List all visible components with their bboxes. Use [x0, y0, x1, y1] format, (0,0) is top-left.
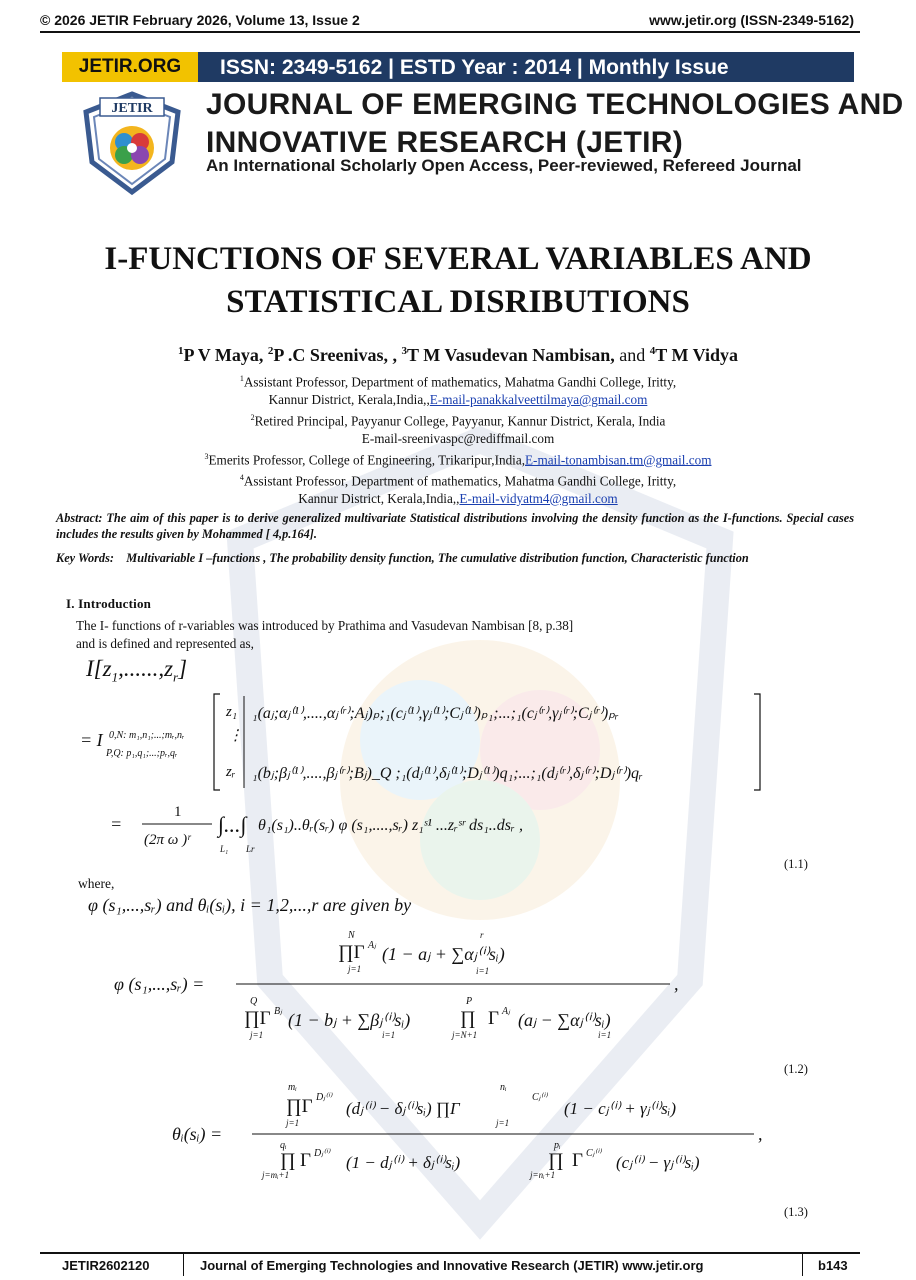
eq-i-lhs: $I[z_1,......,z_r]$	[86, 656, 188, 685]
where-label: where,	[78, 876, 115, 891]
section-heading: I. Introduction	[66, 596, 152, 611]
author-2: P .C Sreenivas, ,	[273, 345, 398, 365]
title-line1: I-FUNCTIONS OF SEVERAL VARIABLES AND	[104, 241, 812, 277]
footer-rule	[40, 1252, 860, 1254]
affil-mark-4: 4	[239, 472, 244, 482]
svg-text:Cⱼ⁽ⁱ⁾: Cⱼ⁽ⁱ⁾	[586, 1148, 602, 1159]
intro-paragraph	[76, 617, 856, 653]
svg-text:Dⱼ⁽ⁱ⁾: Dⱼ⁽ⁱ⁾	[314, 1148, 330, 1159]
svg-text:∫...∫: ∫...∫	[218, 812, 247, 837]
footer-page-number: b143	[818, 1258, 848, 1273]
svg-text:∏: ∏	[548, 1150, 564, 1171]
svg-text:pᵢ: pᵢ	[554, 1140, 561, 1151]
affil-line-2: Kannur District, Kerala,India,,	[268, 392, 430, 408]
affil-line-5: Emerits Professor, College of Engineering, Trikaripur,India,	[208, 451, 525, 467]
svg-text:i=1: i=1	[476, 966, 490, 976]
keywords-text: Multivariable I –functions , The probability density function, The cumulative distribution function, Characteristic function	[126, 551, 749, 565]
svg-text:₁(bⱼ;βⱼ⁽¹⁾,....,βⱼ⁽ʳ⁾;Bⱼ)_Q ;₁: ₁(bⱼ;βⱼ⁽¹⁾,....,βⱼ⁽ʳ⁾;Bⱼ)_Q ;₁(dⱼ⁽¹⁾,δⱼ⁽¹⁾;Dⱼ⁽¹⁾)q₁;...;₁(dⱼ⁽ʳ⁾,δⱼ⁽ʳ⁾;Dⱼ⁽ʳ⁾)qᵣ	[252, 765, 643, 782]
keywords	[56, 550, 854, 566]
svg-text:z₁: z₁	[226, 704, 238, 720]
affil-line-3: Retired Principal, Payyanur College, Payyanur, Kannur District, Kerala, India	[254, 413, 666, 429]
svg-text:j=N+1: j=N+1	[452, 1030, 478, 1040]
svg-text:Γ: Γ	[488, 1008, 499, 1029]
author-3: T M Vasudevan Nambisan,	[407, 345, 615, 365]
svg-text:j=1: j=1	[250, 1030, 264, 1040]
svg-text:(1 − dⱼ⁽ⁱ⁾ + δⱼ⁽ⁱ⁾sᵢ): (1 − dⱼ⁽ⁱ⁾ + δⱼ⁽ⁱ⁾sᵢ)	[346, 1153, 461, 1172]
author-1: P V Maya,	[183, 345, 264, 365]
svg-text:(1 − cⱼ⁽ⁱ⁾ + γⱼ⁽ⁱ⁾sᵢ): (1 − cⱼ⁽ⁱ⁾ + γⱼ⁽ⁱ⁾sᵢ)	[564, 1099, 677, 1118]
svg-text:Γ: Γ	[300, 1150, 311, 1171]
svg-text:⋮: ⋮	[228, 728, 243, 744]
svg-text:(2π ω )ʳ: (2π ω )ʳ	[144, 832, 191, 848]
intro-line-2: and is defined and represented as,	[76, 636, 254, 651]
equation-number-2: (1.2)	[784, 1062, 808, 1076]
keywords-label: Key Words:	[56, 551, 114, 565]
svg-text:∏Γ: ∏Γ	[286, 1096, 313, 1117]
svg-text:(cⱼ⁽ⁱ⁾ − γⱼ⁽ⁱ⁾sᵢ): (cⱼ⁽ⁱ⁾ − γⱼ⁽ⁱ⁾sᵢ)	[616, 1153, 700, 1172]
author-and: and	[619, 345, 646, 365]
svg-text:L₁: L₁	[220, 844, 229, 854]
page-footer	[40, 1258, 860, 1278]
svg-text:∏: ∏	[460, 1008, 476, 1029]
svg-text:j=1: j=1	[348, 964, 362, 974]
svg-text:,: ,	[758, 1124, 763, 1144]
email-link-4[interactable]: E-mail-vidyatm4@gmail.com	[459, 490, 618, 506]
svg-text:1: 1	[174, 804, 182, 820]
header-rule	[40, 31, 860, 33]
svg-text:j=mᵢ+1: j=mᵢ+1	[262, 1170, 290, 1180]
journal-website[interactable]: www.jetir.org (ISSN-2349-5162)	[649, 12, 854, 28]
eq-i-definition	[76, 688, 796, 798]
svg-text:j=1: j=1	[496, 1118, 510, 1128]
affil-mark-2: 2	[250, 412, 255, 422]
svg-text:(1 − bⱼ + ∑βⱼ⁽ⁱ⁾sᵢ): (1 − bⱼ + ∑βⱼ⁽ⁱ⁾sᵢ)	[288, 1010, 411, 1030]
journal-subtitle: An International Scholarly Open Access, Peer-reviewed, Refereed Journal	[206, 156, 802, 175]
svg-text:= I: = I	[80, 730, 103, 750]
svg-text:qᵢ: qᵢ	[280, 1140, 287, 1151]
svg-text:,: ,	[674, 974, 679, 994]
author-list	[40, 345, 876, 366]
affil-mark-3: 3	[204, 451, 209, 461]
logo-label: JETIR	[111, 101, 153, 116]
svg-text:Cⱼ⁽ⁱ⁾: Cⱼ⁽ⁱ⁾	[532, 1092, 548, 1103]
journal-name-line2: INNOVATIVE RESEARCH (JETIR)	[206, 126, 684, 159]
svg-text:Dⱼ⁽ⁱ⁾: Dⱼ⁽ⁱ⁾	[316, 1092, 332, 1103]
svg-text:Lr: Lr	[246, 844, 255, 854]
affil-line-4: E-mail-sreenivaspc@rediffmail.com	[361, 430, 555, 446]
svg-text:₁(aⱼ;αⱼ⁽¹⁾,....,αⱼ⁽ʳ⁾;Aⱼ)ₚ;₁(c: ₁(aⱼ;αⱼ⁽¹⁾,....,αⱼ⁽ʳ⁾;Aⱼ)ₚ;₁(cⱼ⁽¹⁾,γⱼ⁽¹⁾;Cⱼ⁽¹⁾)ₚ₁;...;₁(cⱼ⁽ʳ⁾,γⱼ⁽ʳ⁾;Cⱼ⁽ʳ⁾)ₚᵣ	[252, 705, 619, 722]
affil-mark-1: 1	[239, 374, 244, 383]
svg-text:Q: Q	[250, 996, 258, 1007]
issue-info: © 2026 JETIR February 2026, Volume 13, Issue 2	[40, 12, 360, 28]
author-mark-2: 2	[267, 345, 274, 357]
svg-text:∏: ∏	[280, 1150, 296, 1171]
paper-title	[40, 238, 876, 324]
footer-divider-2	[802, 1254, 803, 1276]
svg-text:mᵢ: mᵢ	[288, 1082, 297, 1093]
eq-phi-definition	[112, 924, 732, 1044]
author-mark-3: 3	[401, 345, 408, 357]
footer-divider	[183, 1254, 184, 1276]
abstract: Abstract: The aim of this paper is to derive generalized multivariate Statistical distributions involving the density function as the I-functions. Special cases includes the results given by Mohammed [ 4,p.164].	[56, 511, 854, 541]
journal-banner	[62, 52, 854, 82]
svg-text:P,Q: p₁,q₁;...;pᵣ,qᵣ: P,Q: p₁,q₁;...;pᵣ,qᵣ	[106, 748, 178, 759]
affil-line-7: Kannur District, Kerala,India,,	[298, 490, 460, 506]
svg-text:Bⱼ: Bⱼ	[274, 1006, 282, 1017]
svg-text:j=1: j=1	[286, 1118, 300, 1128]
svg-text:Γ: Γ	[572, 1150, 583, 1171]
svg-text:∏Γ: ∏Γ	[338, 942, 365, 963]
svg-text:Aⱼ: Aⱼ	[368, 940, 376, 951]
title-line2: STATISTICAL DISRIBUTIONS	[226, 284, 690, 320]
svg-text:=: =	[110, 814, 123, 834]
svg-text:i=1: i=1	[382, 1030, 396, 1040]
svg-text:r: r	[480, 930, 484, 940]
svg-text:nᵢ: nᵢ	[500, 1082, 507, 1093]
eq-i-integral	[108, 798, 668, 858]
affiliations	[40, 370, 876, 507]
affil-line-1: Assistant Professor, Department of mathematics, Mahatma Gandhi College, Iritty,	[243, 374, 677, 390]
email-link-1[interactable]: E-mail-panakkalveettilmaya@gmail.com	[429, 392, 648, 408]
svg-text:(dⱼ⁽ⁱ⁾ − δⱼ⁽ⁱ⁾sᵢ) ∏Γ: (dⱼ⁽ⁱ⁾ − δⱼ⁽ⁱ⁾sᵢ) ∏Γ	[346, 1099, 460, 1118]
jetir-logo	[80, 90, 184, 196]
equation-number-3: (1.3)	[784, 1205, 808, 1219]
email-link-3[interactable]: E-mail-tonambisan.tm@gmail.com	[525, 451, 712, 467]
svg-text:N: N	[348, 930, 355, 941]
given-by-line: φ (s₁,...,sᵣ) and θᵢ(sᵢ), i = 1,2,...,r are given by	[88, 895, 412, 915]
svg-text:(aⱼ − ∑αⱼ⁽ⁱ⁾sᵢ): (aⱼ − ∑αⱼ⁽ⁱ⁾sᵢ)	[518, 1010, 611, 1030]
footer-journal: Journal of Emerging Technologies and Innovative Research (JETIR) www.jetir.org	[200, 1258, 704, 1273]
svg-text:0,N: m₁,n₁;...;mᵣ,nᵣ: 0,N: m₁,n₁;...;mᵣ,nᵣ	[109, 730, 185, 741]
footer-paper-id: JETIR2602120	[62, 1258, 150, 1273]
svg-text:zᵣ: zᵣ	[226, 764, 236, 780]
equation-number-1: (1.1)	[784, 857, 808, 871]
svg-text:j=nᵢ+1: j=nᵢ+1	[530, 1170, 556, 1180]
svg-text:θᵢ(sᵢ) =: θᵢ(sᵢ) =	[172, 1124, 223, 1144]
author-4: T M Vidya	[655, 345, 738, 365]
journal-name	[206, 86, 904, 162]
affil-line-6: Assistant Professor, Department of mathematics, Mahatma Gandhi College, Iritty,	[243, 473, 677, 489]
svg-text:θ₁(s₁)..θᵣ(sᵣ) φ (s₁,....,sᵣ): θ₁(s₁)..θᵣ(sᵣ) φ (s₁,....,sᵣ) z₁ˢ¹ ...zᵣˢʳ ds₁..dsᵣ ,	[258, 817, 523, 834]
svg-text:φ (s₁,...,sᵣ) =: φ (s₁,...,sᵣ) =	[114, 974, 205, 994]
svg-text:Aⱼ: Aⱼ	[502, 1006, 510, 1017]
author-mark-1: 1	[178, 345, 184, 357]
journal-name-line1: JOURNAL OF EMERGING TECHNOLOGIES AND	[206, 88, 904, 121]
author-mark-4: 4	[649, 345, 656, 357]
banner-text: ISSN: 2349-5162 | ESTD Year : 2014 | Monthly Issue	[220, 56, 729, 79]
svg-text:P: P	[466, 996, 473, 1007]
svg-text:i=1: i=1	[598, 1030, 612, 1040]
intro-line-1: The I- functions of r-variables was introduced by Prathima and Vasudevan Nambisan [8, p.38]	[76, 618, 574, 633]
svg-text:∏Γ: ∏Γ	[244, 1008, 271, 1029]
eq-theta-definition	[170, 1080, 810, 1180]
banner-org: JETIR.ORG	[62, 52, 198, 82]
svg-text:(1 − aⱼ + ∑αⱼ⁽ⁱ⁾sᵢ): (1 − aⱼ + ∑αⱼ⁽ⁱ⁾sᵢ)	[382, 944, 505, 964]
